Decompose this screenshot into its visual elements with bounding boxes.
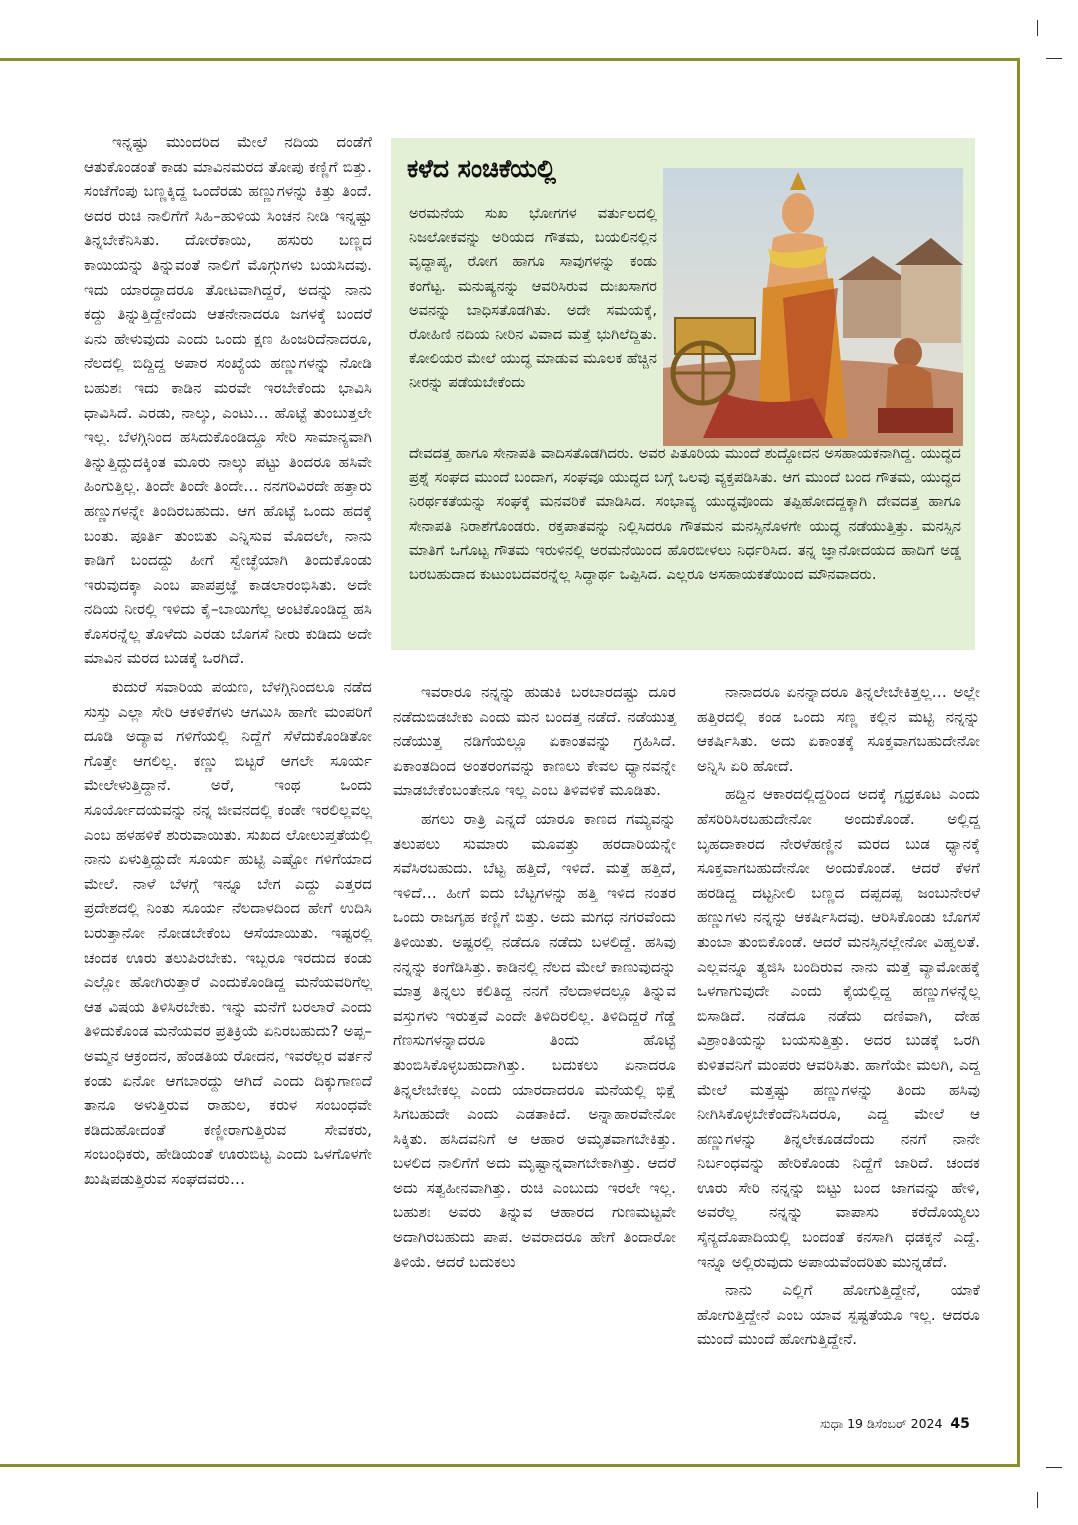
previous-episode-box	[391, 138, 975, 650]
paragraph: ನಾನಾದರೂ ಏನನ್ನಾದರೂ ತಿನ್ನಲೇಬೇಕಿತ್ತಲ್ಲ… ಅಲ್ಲೇ ಹತ್ತಿರದಲ್ಲಿ ಕಂಡ ಒಂದು ಸಣ್ಣ ಕಲ್ಲಿನ ಮಟ್ಟಿ ನನ್ನನ್ನು ಆಕರ್ಷಿಸಿತು. ಅದು ಏಕಾಂತಕ್ಕೆ ಸೂಕ್ತವಾಗಬಹುದೇನೋ ಅನ್ನಿಸಿ ಏರಿ ಹೋದೆ.	[697, 683, 980, 775]
paragraph: ಹದ್ದಿನ ಆಕಾರದಲ್ಲಿದ್ದರಿಂದ ಅದಕ್ಕೆ ಗೃಧ್ರಕೂಟ ಎಂದು ಹೆಸರಿರಿಸಿರಬಹುದೇನೋ ಅಂದುಕೊಂಡೆ. ಅಲ್ಲಿದ್ದ ಬೃಹದಾಕಾರದ ನೇರಳೆಹಣ್ಣಿನ ಮರದ ಬುಡ ಧ್ಯಾನಕ್ಕೆ ಸೂಕ್ತವಾಗಬಹುದೇನೋ ಅಂದುಕೊಂಡೆ. ಆದರೆ ಕೆಳಗೆ ಹರಡಿದ್ದ ದಟ್ಟನೀಲಿ ಬಣ್ಣದ ದಪ್ಪದಪ್ಪ ಜಂಬುನೇರಳೆ ಹಣ್ಣುಗಳು ನನ್ನನ್ನು ಆಕರ್ಷಿಸಿದವು. ಆರಿಸಿಕೊಂಡು ಬೊಗಸೆ ತುಂಬಾ ತುಂಬಿಕೊಂಡೆ. ಆದರೆ ಮನಸ್ಸಿನಲ್ಲೇನೋ ವಿಹ್ವಲತೆ. ಎಲ್ಲವನ್ನೂ ತ್ಯಜಿಸಿ ಬಂದಿರುವ ನಾನು ಮತ್ತೆ ವ್ಯಾಮೋಹಕ್ಕೆ ಒಳಗಾಗುವುದೇ ಎಂದು ಕೈಯಲ್ಲಿದ್ದ ಹಣ್ಣುಗಳನ್ನೆಲ್ಲ ಬಿಸಾಡಿದೆ. ನಡೆದೂ ನಡೆದು ದಣಿವಾಗಿ, ದೇಹ ವಿಶ್ರಾಂತಿಯನ್ನು ಬಯಸುತ್ತಿತ್ತು. ಅದರ ಬುಡಕ್ಕೆ ಒರಗಿ ಕುಳಿತವನಿಗೆ ಮಂಪರು ಆವರಿಸಿತು. ಹಾಗೆಯೇ ಮಲಗಿ, ಎದ್ದ ಮೇಲೆ ಮತ್ತಷ್ಟು ಹಣ್ಣುಗಳನ್ನು ತಿಂದು ಹಸಿವು ನೀಗಿಸಿಕೊಳ್ಳಬೇಕೆಂದೆನಿಸಿದರೂ, ಎದ್ದ ಮೇಲೆ ಆ ಹಣ್ಣುಗಳನ್ನು ತಿನ್ನಲೇಕೂಡದೆಂದು ನನಗೆ ನಾನೇ ನಿರ್ಬಂಧವನ್ನು ಹೇರಿಕೊಂಡು ನಿದ್ದೆಗೆ ಜಾರಿದೆ. ಚಂದಕ ಊರು ಸೇರಿ ನನ್ನನ್ನು ಬಿಟ್ಟು ಬಂದ ಜಾಗವನ್ನು ಹೇಳಿ, ಅವರೆಲ್ಲ ನನ್ನನ್ನು ವಾಪಾಸು ಕರೆದೊಯ್ಯಲು ಸೈನ್ಯದೊಪಾದಿಯಲ್ಲಿ ಬಂದಂತೆ ಕನಸಾಗಿ ಧಡಕ್ಕನೆ ಎದ್ದೆ. ಇನ್ನೂ ಅಲ್ಲಿರುವುದು ಅಪಾಯವೆಂದರಿತು ಮುನ್ನಡೆದೆ.	[697, 785, 980, 1271]
paragraph: ಇನ್ನಷ್ಟು ಮುಂದರಿದ ಮೇಲೆ ನದಿಯ ದಂಡೆಗೆ ಆತುಕೊಂಡಂತೆ ಕಾಡು ಮಾವಿನಮರದ ತೋಪು ಕಣ್ಣಿಗೆ ಬಿತ್ತು. ಸಂಜೆಗೆಂಪು ಬಣ್ಣಕ್ಕಿದ್ದ ಒಂದೆರಡು ಹಣ್ಣುಗಳನ್ನು ಕಿತ್ತು ತಿಂದೆ. ಅದರ ರುಚಿ ನಾಲಿಗೆಗೆ ಸಿಹಿ–ಹುಳಿಯ ಸಿಂಚನ ನೀಡಿ ಇನ್ನಷ್ಟು ತಿನ್ನಬೇಕೆನಿಸಿತು. ದೋರೆಕಾಯಿ, ಹಸುರು ಬಣ್ಣದ ಕಾಯಿಯನ್ನು ತಿನ್ನುವಂತೆ ನಾಲಿಗೆ ಮೊಗ್ಗುಗಳು ಬಯಸಿದವು. ಇದು ಯಾರದ್ದಾದರೂ ತೋಟವಾಗಿದ್ದರೆ, ಅದನ್ನು ನಾನು ಕದ್ದು ತಿನ್ನುತ್ತಿದ್ದೇನೆಂದು ಆತನೇನಾದರೂ ಜಗಳಕ್ಕೆ ಬಂದರೆ ಏನು ಹೇಳುವುದು ಎಂದು ಒಂದು ಕ್ಷಣ ಹಿಂಜರಿದೆನಾದರೂ, ನೆಲದಲ್ಲಿ ಬಿದ್ದಿದ್ದ ಅಪಾರ ಸಂಖ್ಯೆಯ ಹಣ್ಣುಗಳನ್ನು ನೋಡಿ ಬಹುಶಃ ಇದು ಕಾಡಿನ ಮರವೇ ಇರಬೇಕೆಂದು ಭಾವಿಸಿ ಧಾವಿಸಿದೆ. ಎರಡು, ನಾಲ್ಕು, ಎಂಟು… ಹೊಟ್ಟೆ ತುಂಬುತ್ತಲೇ ಇಲ್ಲ. ಬೆಳಗ್ಗಿನಿಂದ ಹಸಿದುಕೊಂಡಿದ್ದೂ ಸೇರಿ ಸಾಮಾನ್ಯವಾಗಿ ತಿನ್ನುತ್ತಿದ್ದುದಕ್ಕಿಂತ ಮೂರು ನಾಲ್ಕು ಪಟ್ಟು ತಿಂದರೂ ಹಸಿವೇ ಹಿಂಗುತ್ತಿಲ್ಲ. ತಿಂದೇ ತಿಂದೇ ತಿಂದೇ… ನನಗರಿವಿರದೇ ಹತ್ತಾರು ಹಣ್ಣುಗಳನ್ನೇ ತಿಂದಿರಬಹುದು. ಆಗ ಹೊಟ್ಟೆ ಒಂದು ಹದಕ್ಕೆ ಬಂತು. ಪೂರ್ತಿ ತುಂಬಿತು ಎನ್ನಿಸುವ ಮೊದಲೇ, ನಾನು ಕಾಡಿಗೆ ಬಂದದ್ದು ಹೀಗೆ ಸ್ವೇಚ್ಛೆಯಾಗಿ ತಿಂದುಕೊಂಡು ಇರುವುದಕ್ಕಾ ಎಂಬ ಪಾಪಪ್ರಜ್ಞೆ ಕಾಡಲಾರಂಭಿಸಿತು. ಅದೇ ನದಿಯ ನೀರಲ್ಲಿ ಇಳಿದು ಕೈ–ಬಾಯಿಗೆಲ್ಲ ಅಂಟಿಕೊಂಡಿದ್ದ ಹಸಿ ಕೊಸರನ್ನೆಲ್ಲ ತೊಳೆದು ಎರಡು ಬೊಗಸೆ ನೀರು ಕುಡಿದು ಅದೇ ಮಾವಿನ ಮರದ ಬುಡಕ್ಕೆ ಒರಗಿದೆ.	[84, 133, 372, 668]
crop-mark	[1037, 1492, 1038, 1508]
page-footer	[820, 1416, 970, 1432]
magazine-name: ಸುಧಾ	[820, 1416, 844, 1431]
article-column-2	[393, 680, 676, 1274]
article-column-1	[84, 130, 372, 1192]
crop-mark	[1046, 58, 1062, 59]
box-summary-bottom: ದೇವದತ್ತ ಹಾಗೂ ಸೇನಾಪತಿ ವಾದಿಸತೊಡಗಿದರು. ಅವರ ಪಿತೂರಿಯ ಮುಂದೆ ಶುದ್ಧೋದನ ಅಸಹಾಯಕನಾಗಿದ್ದ. ಯುದ್ಧದ ಪ್ರಶ್ನೆ ಸಂಘದ ಮುಂದೆ ಬಂದಾಗ, ಸಂಘವೂ ಯುದ್ಧದ ಬಗ್ಗೆ ಒಲವು ವ್ಯಕ್ತಪಡಿಸಿತು. ಆಗ ಮುಂದೆ ಬಂದ ಗೌತಮ, ಯುದ್ಧದ ನಿರರ್ಥಕತೆಯನ್ನು ಸಂಘಕ್ಕೆ ಮನವರಿಕೆ ಮಾಡಿಸಿದ. ಸಂಭಾವ್ಯ ಯುದ್ಧವೊಂದು ತಪ್ಪಿಹೋದದ್ದಕ್ಕಾಗಿ ದೇವದತ್ತ ಹಾಗೂ ಸೇನಾಪತಿ ನಿರಾಶೆಗೊಂಡರು. ರಕ್ತಪಾತವನ್ನು ನಿಲ್ಲಿಸಿದರೂ ಗೌತಮನ ಮನಸ್ಸಿನೊಳಗೇ ಯುದ್ಧ ನಡೆಯುತ್ತಿತ್ತು. ಮನಸ್ಸಿನ ಮಾತಿಗೆ ಒಗೊಟ್ಟ ಗೌತಮ ಇರುಳಿನಲ್ಲಿ ಅರಮನೆಯಿಂದ ಹೊರಬೀಳಲು ನಿರ್ಧರಿಸಿದ. ತನ್ನ ಜ್ಞಾನೋದಯದ ಹಾದಿಗೆ ಅಡ್ಡ ಬರಬಹುದಾದ ಕುಟುಂಬದವರನ್ನೆಲ್ಲ ಸಿದ್ಧಾರ್ಥ ಒಪ್ಪಿಸಿದ. ಎಲ್ಲರೂ ಅಸಹಾಯಕತೆಯಿಂದ ಮೌನವಾದರು.	[409, 445, 961, 584]
paragraph: ನಾನು ಎಲ್ಲಿಗೆ ಹೋಗುತ್ತಿದ್ದೇನೆ, ಯಾಕೆ ಹೋಗುತ್ತಿದ್ದೇನೆ ಎಂಬ ಯಾವ ಸ್ಪಷ್ಟತೆಯೂ ಇಲ್ಲ. ಆದರೂ ಮುಂದೆ ಮುಂದೆ ಹೋಗುತ್ತಿದ್ದೇನೆ.	[697, 1281, 980, 1349]
paragraph: ಹಗಲು ರಾತ್ರಿ ಎನ್ನದೆ ಯಾರೂ ಕಾಣದ ಗಮ್ಯವನ್ನು ತಲುಪಲು ಸುಮಾರು ಮೂವತ್ತು ಹರದಾರಿಯನ್ನೇ ಸವೆಸಿರಬಹುದು. ಬೆಟ್ಟ ಹತ್ತಿದೆ, ಇಳಿದೆ. ಮತ್ತೆ ಹತ್ತಿದೆ, ಇಳಿದೆ… ಹೀಗೆ ಐದು ಬೆಟ್ಟಗಳನ್ನು ಹತ್ತಿ ಇಳಿದ ನಂತರ ಒಂದು ರಾಜಗೃಹ ಕಣ್ಣಿಗೆ ಬಿತ್ತು. ಅದು ಮಗಧ ನಗರವೆಂದು ತಿಳಿಯಿತು. ಅಷ್ಟರಲ್ಲಿ ನಡೆದೂ ನಡೆದು ಬಳಲಿದ್ದೆ. ಹಸಿವು ನನ್ನನ್ನು ಕಂಗೆಡಿಸಿತ್ತು. ಕಾಡಿನಲ್ಲಿ ನೆಲದ ಮೇಲೆ ಕಾಣುವುದನ್ನು ಮಾತ್ರ ತಿನ್ನಲು ಕಲಿತಿದ್ದ ನನಗೆ ನೆಲದಾಳದಲ್ಲೂ ತಿನ್ನುವ ವಸ್ತುಗಳು ಇರುತ್ತವೆ ಎಂದೇ ತಿಳಿದಿರಲಿಲ್ಲ. ತಿಳಿದಿದ್ದರೆ ಗೆಡ್ಡೆ ಗೆಣಸುಗಳನ್ನಾದರೂ ತಿಂದು ಹೊಟ್ಟೆ ತುಂಬಿಸಿಕೊಳ್ಳಬಹುದಾಗಿತ್ತು. ಬದುಕಲು ಏನಾದರೂ ತಿನ್ನಲೇಬೇಕಲ್ಲ ಎಂದು ಯಾರದಾದರೂ ಮನೆಯಲ್ಲಿ ಭಿಕ್ಷೆ ಸಿಗಬಹುದೇ ಎಂದು ಎಡತಾಕಿದೆ. ಅನ್ನಾಹಾರವೇನೋ ಸಿಕ್ಕಿತು. ಹಸಿದವನಿಗೆ ಆ ಆಹಾರ ಅಮೃತವಾಗಬೇಕಿತ್ತು. ಬಳಲಿದ ನಾಲಿಗೆಗೆ ಅದು ಮೃಷ್ಟಾನ್ನವಾಗಬೇಕಾಗಿತ್ತು. ಆದರೆ ಅದು ಸತ್ವಹೀನವಾಗಿತ್ತು. ರುಚಿ ಎಂಬುದು ಇರಲೇ ಇಲ್ಲ. ಬಹುಶಃ ಅವರು ತಿನ್ನುವ ಆಹಾರದ ಗುಣಮಟ್ಟವೇ ಅದಾಗಿರಬಹುದು ಪಾಪ. ಅವರಾದರೂ ಹೇಗೆ ತಿಂದಾರೋ ತಿಳಿಯೆ. ಆದರೆ ಬದುಕಲು	[393, 809, 676, 1271]
paragraph: ಇವರಾರೂ ನನ್ನನ್ನು ಹುಡುಕಿ ಬರಬಾರದಷ್ಟು ದೂರ ನಡೆದುಬಿಡಬೇಕು ಎಂದು ಮನ ಬಂದತ್ತ ನಡೆದೆ. ನಡೆಯುತ್ತ ನಡೆಯುತ್ತ ನಡಿಗೆಯಲ್ಲೂ ಏಕಾಂತವನ್ನು ಗ್ರಹಿಸಿದೆ. ಏಕಾಂತದಿಂದ ಅಂತರಂಗವನ್ನು ಕಾಣಲು ಕೇವಲ ಧ್ಯಾನವನ್ನೇ ಮಾಡಬೇಕೆಂಬಂತೇನೂ ಇಲ್ಲ ಎಂಬ ತಿಳಿವಳಿಕೆ ಮೂಡಿತು.	[393, 683, 676, 800]
page-number: 45	[950, 1416, 970, 1432]
crop-mark	[1046, 1467, 1062, 1468]
crop-mark	[1037, 20, 1038, 36]
gautama-illustration	[663, 168, 963, 446]
box-title: ಕಳೆದ ಸಂಚಿಕೆಯಲ್ಲಿ	[407, 154, 556, 183]
box-summary-top: ಅರಮನೆಯ ಸುಖ ಭೋಗಗಳ ವರ್ತುಲದಲ್ಲಿ ನಿಜಲೋಕವನ್ನು ಅರಿಯದ ಗೌತಮ, ಬಯಲಿನಲ್ಲಿನ ವೃದ್ಧಾಪ್ಯ, ರೋಗ ಹಾಗೂ ಸಾವುಗಳನ್ನು ಕಂಡು ಕಂಗೆಟ್ಟ. ಮನುಷ್ಯನನ್ನು ಆವರಿಸಿರುವ ದುಃಖಸಾಗರ ಅವನನ್ನು ಬಾಧಿಸತೊಡಗಿತು. ಅದೇ ಸಮಯಕ್ಕೆ, ರೋಹಿಣಿ ನದಿಯ ನೀರಿನ ವಿವಾದ ಮತ್ತೆ ಭುಗಿಲೆದ್ದಿತು. ಕೋಲಿಯರ ಮೇಲೆ ಯುದ್ಧ ಮಾಡುವ ಮೂಲಕ ಹೆಚ್ಚಿನ ನೀರನ್ನು ಪಡೆಯಬೇಕೆಂದು	[409, 205, 657, 392]
paragraph: ಕುದುರೆ ಸವಾರಿಯ ಪಯಣ, ಬೆಳಗ್ಗಿನಿಂದಲೂ ನಡೆದ ಸುಸ್ತು ಎಲ್ಲಾ ಸೇರಿ ಆಕಳಿಕೆಗಳು ಆಗಮಿಸಿ ಹಾಗೇ ಮಂಪರಿಗೆ ದೂಡಿ ಅದ್ಯಾವ ಗಳಿಗೆಯಲ್ಲಿ ನಿದ್ದೆಗೆ ಸೆಳೆದುಕೊಂಡಿತೋ ಗೊತ್ತೇ ಆಗಲಿಲ್ಲ. ಕಣ್ಣು ಬಿಟ್ಟರೆ ಆಗಲೇ ಸೂರ್ಯ ಮೇಲೇಳುತ್ತಿದ್ದಾನೆ. ಅರೆ, ಇಂಥ ಒಂದು ಸೂರ್ಯೋದಯವನ್ನು ನನ್ನ ಜೀವನದಲ್ಲಿ ಕಂಡೇ ಇರಲಿಲ್ಲವಲ್ಲ ಎಂಬ ಹಳಹಳಿಕೆ ಶುರುವಾಯಿತು. ಸುಖದ ಲೋಲುಪ್ತತೆಯಲ್ಲಿ ನಾನು ಏಳುತ್ತಿದ್ದುದೇ ಸೂರ್ಯ ಹುಟ್ಟಿ ಎಷ್ಟೋ ಗಳಿಗೆಯಾದ ಮೇಲೆ. ನಾಳೆ ಬೆಳಗ್ಗೆ ಇನ್ನೂ ಬೇಗ ಎದ್ದು ಎತ್ತರದ ಪ್ರದೇಶದಲ್ಲಿ ನಿಂತು ಸೂರ್ಯ ನೆಲದಾಳದಿಂದ ಹೇಗೆ ಉದಿಸಿ ಬರುತ್ತಾನೋ ನೋಡಬೇಕೆಂಬ ಆಸೆಯಾಯಿತು. ಇಷ್ಟರಲ್ಲಿ ಚಂದಕ ಊರು ತಲುಪಿರಬೇಕು. ಇಬ್ಬರೂ ಇರದುದ ಕಂಡು ಎಲ್ಲೋ ಹೋಗಿರುತ್ತಾರೆ ಎಂದುಕೊಂಡಿದ್ದ ಮನೆಯವರಿಗೆಲ್ಲ ಆತ ವಿಷಯ ತಿಳಿಸಿರಬೇಕು. ಇನ್ನು ಮನೆಗೆ ಬರಲಾರೆ ಎಂದು ತಿಳಿದುಕೊಂಡ ಮನೆಯವರ ಪ್ರತಿಕ್ರಿಯೆ ಏನಿರಬಹುದು? ಅಪ್ಪ–ಅಮ್ಮನ ಆಕ್ರಂದನ, ಹೆಂಡತಿಯ ರೋದನ, ಇವರೆಲ್ಲರ ವರ್ತನೆ ಕಂಡು ಏನೋ ಆಗಬಾರದ್ದು ಆಗಿದೆ ಎಂದು ದಿಕ್ಕುಗಾಣದೆ ತಾನೂ ಅಳುತ್ತಿರುವ ರಾಹುಲ, ಕರುಳ ಸಂಬಂಧವೇ ಕಡಿದುಹೋದಂತೆ ಕಣ್ಣೀರಾಗುತ್ತಿರುವ ಸೇವಕರು, ಸಂಬಂಧಿಕರು, ಹೇಡಿಯಂತೆ ಊರುಬಿಟ್ಟ ಎಂದು ಒಳಗೊಳಗೇ ಖುಷಿಪಡುತ್ತಿರುವ ಸಂಘದವರು…	[84, 678, 372, 1188]
issue-date: 19 ಡಿಸೆಂಬರ್ 2024	[847, 1416, 943, 1431]
article-column-3	[697, 680, 980, 1352]
